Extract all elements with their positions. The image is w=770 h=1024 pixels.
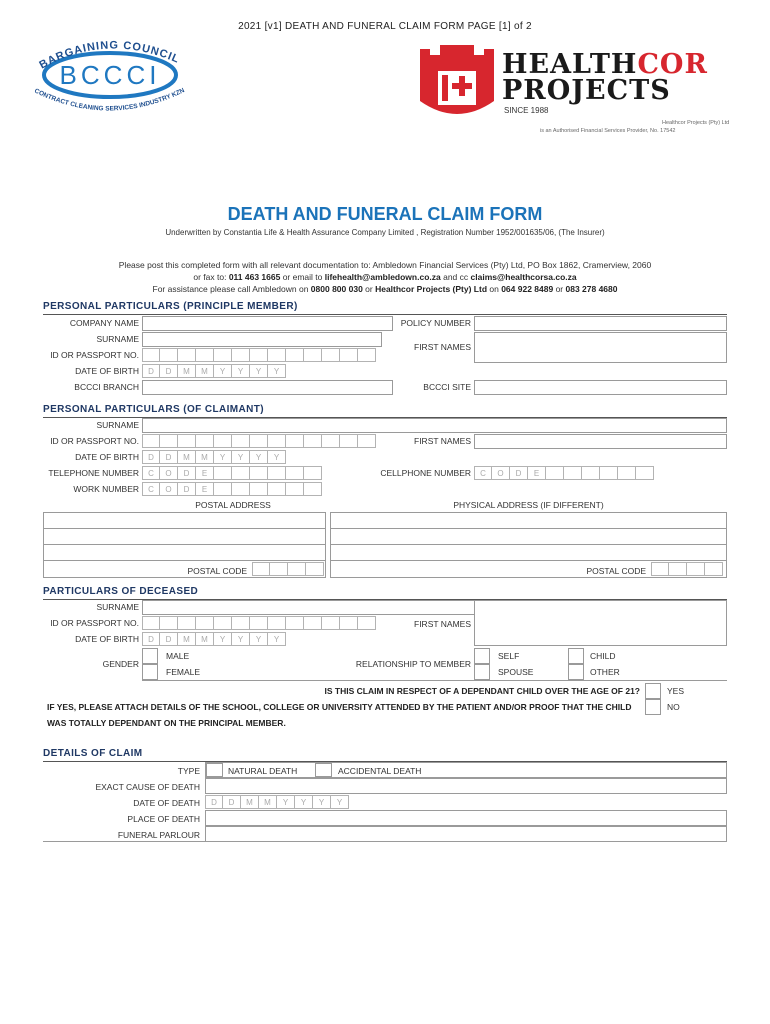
date-cell: Y xyxy=(277,795,295,809)
label-female: FEMALE xyxy=(166,667,201,677)
date-cell: Y xyxy=(250,450,268,464)
label-self: SELF xyxy=(498,651,520,661)
section-heading-claimant: PERSONAL PARTICULARS (OF CLAIMANT) xyxy=(43,404,264,415)
surname-field[interactable] xyxy=(142,332,382,347)
self-checkbox[interactable] xyxy=(474,648,490,664)
label-dob: DATE OF BIRTH xyxy=(75,366,139,376)
date-cell: Y xyxy=(268,364,286,378)
date-cell: D xyxy=(142,364,160,378)
branch-field[interactable] xyxy=(142,380,393,395)
dependant-note-2: WAS TOTALLY DEPENDANT ON THE PRINCIPAL MEMBER. xyxy=(47,718,286,728)
since-text: SINCE 1988 xyxy=(504,106,549,115)
date-cell: Y xyxy=(250,632,268,646)
work-number-cells[interactable] xyxy=(142,482,322,496)
section-heading-deceased: PARTICULARS OF DECEASED xyxy=(43,586,199,597)
place-of-death-field[interactable] xyxy=(205,810,727,826)
date-cell: Y xyxy=(295,795,313,809)
date-cell: M xyxy=(196,450,214,464)
label-postal-code: POSTAL CODE xyxy=(586,566,646,576)
date-cell: Y xyxy=(232,364,250,378)
date-cell: Y xyxy=(232,632,250,646)
label-first-names: FIRST NAMES xyxy=(414,342,471,352)
date-cell: M xyxy=(241,795,259,809)
date-cell: M xyxy=(259,795,277,809)
deceased-first-names-field[interactable] xyxy=(474,600,727,646)
accidental-death-checkbox[interactable] xyxy=(315,763,332,777)
physical-postal-code-cells[interactable] xyxy=(651,562,723,576)
label-first-names: FIRST NAMES xyxy=(414,619,471,629)
date-cell: M xyxy=(196,364,214,378)
date-cell: Y xyxy=(232,450,250,464)
date-cell: D xyxy=(160,632,178,646)
label-male: MALE xyxy=(166,651,190,661)
instr-text: and cc xyxy=(440,272,471,282)
label-child: CHILD xyxy=(590,651,616,661)
female-checkbox[interactable] xyxy=(142,664,158,680)
male-checkbox[interactable] xyxy=(142,648,158,664)
claimant-dob-cells[interactable] xyxy=(142,450,286,464)
date-cell: M xyxy=(178,450,196,464)
date-cell: Y xyxy=(268,450,286,464)
label-natural-death: NATURAL DEATH xyxy=(228,766,298,776)
bcci-arc-top: BARGAINING COUNCIL xyxy=(37,39,182,72)
deceased-dob-cells[interactable] xyxy=(142,632,286,646)
deceased-id-cells[interactable] xyxy=(142,616,376,630)
date-cell: D xyxy=(142,632,160,646)
label-type: TYPE xyxy=(177,766,200,776)
label-id-passport: ID OR PASSPORT NO. xyxy=(50,436,139,446)
label-surname: SURNAME xyxy=(96,334,139,344)
label-policy-number: POLICY NUMBER xyxy=(400,318,471,328)
instr-text: For assistance please call Ambledown on xyxy=(152,284,311,294)
label-work-number: WORK NUMBER xyxy=(73,484,139,494)
section-heading-principal: PERSONAL PARTICULARS (PRINCIPLE MEMBER) xyxy=(43,301,298,312)
child-checkbox[interactable] xyxy=(568,648,584,664)
claimant-id-cells[interactable] xyxy=(142,434,376,448)
instr-text: or xyxy=(553,284,566,294)
label-telephone: TELEPHONE NUMBER xyxy=(48,468,139,478)
date-cell: D xyxy=(223,795,241,809)
label-cellphone: CELLPHONE NUMBER xyxy=(380,468,471,478)
first-names-field[interactable] xyxy=(474,332,727,363)
label-dob: DATE OF BIRTH xyxy=(75,634,139,644)
phone-ambledown: 0800 800 030 xyxy=(310,284,363,294)
phone-healthcor-2: 083 278 4680 xyxy=(565,284,618,294)
company-name-field[interactable] xyxy=(142,316,393,331)
dependant-note-1: IF YES, PLEASE ATTACH DETAILS OF THE SCHOOL, COLLEGE OR UNIVERSITY ATTENDED BY THE PATIENT AND/OR PROOF THAT THE CHILD xyxy=(47,702,632,712)
postal-code-cells[interactable] xyxy=(252,562,324,576)
code-cell: D xyxy=(178,466,196,480)
label-date-of-death: DATE OF DEATH xyxy=(133,798,200,808)
date-cell: Y xyxy=(214,364,232,378)
address-line xyxy=(331,528,726,529)
date-cell: Y xyxy=(250,364,268,378)
provider-line-1: Healthcor Projects (Pty) Ltd xyxy=(662,120,730,126)
instr-text: or fax to: xyxy=(193,272,229,282)
castle-icon xyxy=(414,43,500,119)
label-yes: YES xyxy=(667,686,685,696)
company-name: Healthcor Projects (Pty) Ltd xyxy=(375,284,488,294)
dob-cells[interactable] xyxy=(142,364,286,378)
policy-number-field[interactable] xyxy=(474,316,727,331)
spouse-checkbox[interactable] xyxy=(474,664,490,680)
date-cell: D xyxy=(160,450,178,464)
code-cell: O xyxy=(160,482,178,496)
date-cell: D xyxy=(142,450,160,464)
label-place-of-death: PLACE OF DEATH xyxy=(127,814,200,824)
form-title: DEATH AND FUNERAL CLAIM FORM xyxy=(227,204,543,224)
bcci-logo xyxy=(28,38,193,116)
code-cell: C xyxy=(142,482,160,496)
date-cell: Y xyxy=(313,795,331,809)
date-cell: M xyxy=(178,632,196,646)
label-relationship: RELATIONSHIP TO MEMBER xyxy=(355,659,471,669)
date-cell: M xyxy=(196,632,214,646)
claimant-first-names-field[interactable] xyxy=(474,434,727,449)
id-number-cells[interactable] xyxy=(142,348,376,362)
section-bottom-rule xyxy=(43,841,727,842)
code-cell: O xyxy=(492,466,510,480)
label-physical-address: PHYSICAL ADDRESS (IF DIFFERENT) xyxy=(453,500,604,510)
date-cell: Y xyxy=(268,632,286,646)
site-field[interactable] xyxy=(474,380,727,395)
date-cell: D xyxy=(160,364,178,378)
label-funeral-parlour: FUNERAL PARLOUR xyxy=(117,830,200,840)
yes-checkbox[interactable] xyxy=(645,683,661,699)
label-surname: SURNAME xyxy=(96,602,139,612)
code-cell: E xyxy=(196,482,214,496)
label-surname: SURNAME xyxy=(96,420,139,430)
telephone-cells[interactable] xyxy=(142,466,322,480)
address-line xyxy=(44,560,325,561)
bcci-initials: BCCCI xyxy=(59,60,161,90)
date-of-death-cells[interactable] xyxy=(205,795,349,809)
label-bccci-branch: BCCCI BRANCH xyxy=(74,382,139,392)
address-line xyxy=(44,544,325,545)
fax-number: 011 463 1665 xyxy=(228,272,281,282)
label-bccci-site: BCCCI SITE xyxy=(423,382,471,392)
instr-text: or xyxy=(362,284,376,294)
instr-text: on xyxy=(487,284,502,294)
code-cell: C xyxy=(474,466,492,480)
label-spouse: SPOUSE xyxy=(498,667,534,677)
other-checkbox[interactable] xyxy=(568,664,584,680)
natural-death-checkbox[interactable] xyxy=(206,763,223,777)
label-company-name: COMPANY NAME xyxy=(69,318,139,328)
address-line xyxy=(44,528,325,529)
label-cause-of-death: EXACT CAUSE OF DEATH xyxy=(95,782,200,792)
projects-word: PROJECTS xyxy=(502,75,671,106)
code-cell: E xyxy=(196,466,214,480)
code-cell: O xyxy=(160,466,178,480)
label-gender: GENDER xyxy=(102,659,139,669)
underwritten-note: Underwritten by Constantia Life & Health Assurance Company Limited , Registration Number 1952/001635/06, (The Insurer) xyxy=(165,228,605,237)
date-cell: Y xyxy=(331,795,349,809)
cellphone-cells[interactable] xyxy=(474,466,654,480)
label-accidental-death: ACCIDENTAL DEATH xyxy=(338,766,422,776)
address-line xyxy=(331,560,726,561)
code-cell: E xyxy=(528,466,546,480)
claimant-surname-field[interactable] xyxy=(142,418,727,433)
email-link-claims[interactable]: claims@healthcorsa.co.za xyxy=(470,272,577,282)
email-link-life[interactable]: lifehealth@ambledown.co.za xyxy=(324,272,441,282)
label-postal-code: POSTAL CODE xyxy=(187,566,247,576)
instructions-line-3 xyxy=(0,283,770,295)
provider-line-2: is an Authorised Financial Services Provider, No. 17542 xyxy=(540,128,676,134)
healthcor-logo xyxy=(414,43,744,143)
date-cell: M xyxy=(178,364,196,378)
label-postal-address: POSTAL ADDRESS xyxy=(195,500,271,510)
section-heading-claim: DETAILS OF CLAIM xyxy=(43,748,143,759)
label-id-passport: ID OR PASSPORT NO. xyxy=(50,350,139,360)
address-line xyxy=(331,544,726,545)
label-other: OTHER xyxy=(590,667,620,677)
funeral-parlour-field[interactable] xyxy=(205,826,727,842)
date-cell: D xyxy=(205,795,223,809)
date-cell: Y xyxy=(214,632,232,646)
instructions-line-1: Please post this completed form with all relevant documentation to: Ambledown Financial Services (Pty) Ltd, PO Box 1862, Cramerview, 2060 xyxy=(118,260,652,270)
dependant-question: IS THIS CLAIM IN RESPECT OF A DEPENDANT CHILD OVER THE AGE OF 21? xyxy=(324,686,640,696)
healthcor-word-a: HEALTH xyxy=(502,49,638,80)
no-checkbox[interactable] xyxy=(645,699,661,715)
bcci-arc-bottom: CONTRACT CLEANING SERVICES INDUSTRY KZN xyxy=(33,87,186,113)
instr-text: or email to xyxy=(280,272,325,282)
bcci-logo-graphic xyxy=(28,38,193,116)
label-id-passport: ID OR PASSPORT NO. xyxy=(50,618,139,628)
code-cell: D xyxy=(510,466,528,480)
code-cell: D xyxy=(178,482,196,496)
date-cell: Y xyxy=(214,450,232,464)
label-no: NO xyxy=(667,702,680,712)
phone-healthcor-1: 064 922 8489 xyxy=(501,284,554,294)
cause-of-death-field[interactable] xyxy=(205,778,727,794)
healthcor-word-b: COR xyxy=(637,49,708,80)
row-divider xyxy=(142,680,727,681)
page-header: 2021 [v1] DEATH AND FUNERAL CLAIM FORM PAGE [1] of 2 xyxy=(238,21,532,32)
instructions-line-2 xyxy=(0,271,770,283)
code-cell: C xyxy=(142,466,160,480)
label-dob: DATE OF BIRTH xyxy=(75,452,139,462)
label-first-names: FIRST NAMES xyxy=(414,436,471,446)
section-rule xyxy=(43,314,727,315)
